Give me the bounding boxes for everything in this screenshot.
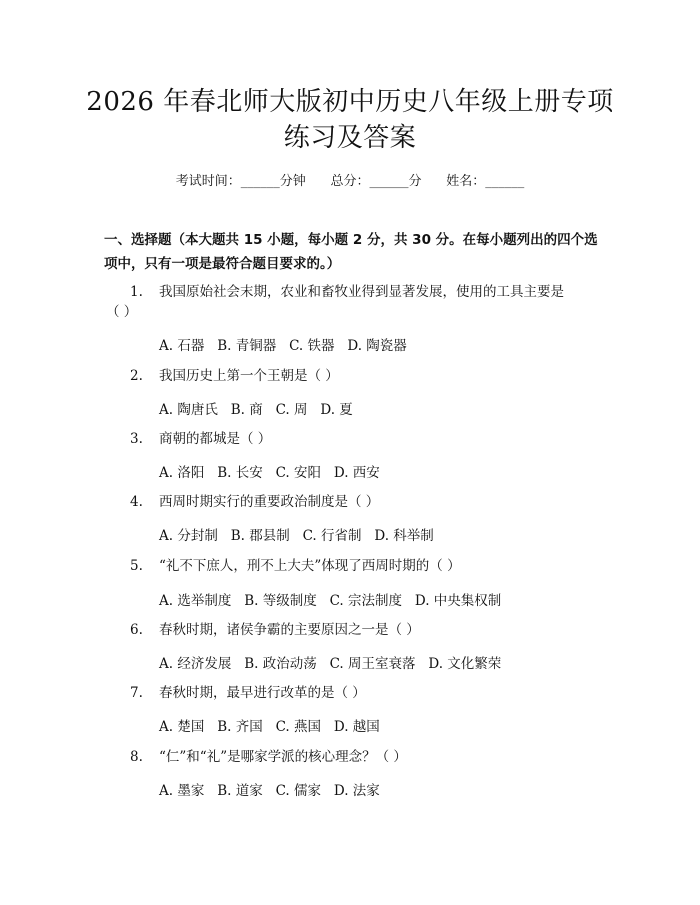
question-text: 西周时期实行的重要政治制度是（ ） xyxy=(159,494,380,510)
question-number: 2. xyxy=(130,368,143,384)
question-number: 7. xyxy=(130,685,143,701)
question-options: A. 选举制度 B. 等级制度 C. 宗法制度 D. 中央集权制 xyxy=(159,593,502,609)
question-options: A. 洛阳 B. 长安 C. 安阳 D. 西安 xyxy=(159,465,380,481)
document-title-line2: 练习及答案 xyxy=(283,123,417,153)
question-options: A. 经济发展 B. 政治动荡 C. 周王室衰落 D. 文化繁荣 xyxy=(159,656,502,672)
section-heading-line2: 项中，只有一项是最符合题目要求的。） xyxy=(104,256,341,272)
section-heading-line1: 一、选择题（本大题共 15 小题，每小题 2 分，共 30 分。在每小题列出的四个选 xyxy=(104,232,598,248)
question-number: 8. xyxy=(130,749,143,765)
question-text: “礼不下庶人，刑不上大夫”体现了西周时期的（ ） xyxy=(159,558,461,574)
question-options: A. 陶唐氏 B. 商 C. 周 D. 夏 xyxy=(159,402,353,418)
question-number: 3. xyxy=(130,431,143,447)
exam-info-line: 考试时间：______分钟 总分：______分 姓名：______ xyxy=(175,174,525,189)
question-text: 我国历史上第一个王朝是（ ） xyxy=(159,368,339,384)
question-number: 5. xyxy=(130,558,143,574)
question-options: A. 分封制 B. 郡县制 C. 行省制 D. 科举制 xyxy=(159,528,434,544)
question-text: 商朝的都城是（ ） xyxy=(159,431,272,447)
question-text: 春秋时期，最早进行改革的是（ ） xyxy=(159,685,366,701)
question-number: 6. xyxy=(130,622,143,638)
question-options: A. 石器 B. 青铜器 C. 铁器 D. 陶瓷器 xyxy=(159,338,407,354)
question-text: 我国原始社会末期，农业和畜牧业得到显著发展，使用的工具主要是 xyxy=(159,284,564,300)
question-options: A. 楚国 B. 齐国 C. 燕国 D. 越国 xyxy=(159,719,380,735)
document-title-line1: 2026 年春北师大版初中历史八年级上册专项 xyxy=(86,87,614,117)
question-text: “仁”和“礼”是哪家学派的核心理念？（ ） xyxy=(159,749,407,765)
question-text: 春秋时期，诸侯争霸的主要原因之一是（ ） xyxy=(159,622,420,638)
question-options: A. 墨家 B. 道家 C. 儒家 D. 法家 xyxy=(159,783,380,799)
question-number: 4. xyxy=(130,494,143,510)
question-text-wrap: （ ） xyxy=(106,304,138,320)
question-number: 1. xyxy=(130,284,143,300)
